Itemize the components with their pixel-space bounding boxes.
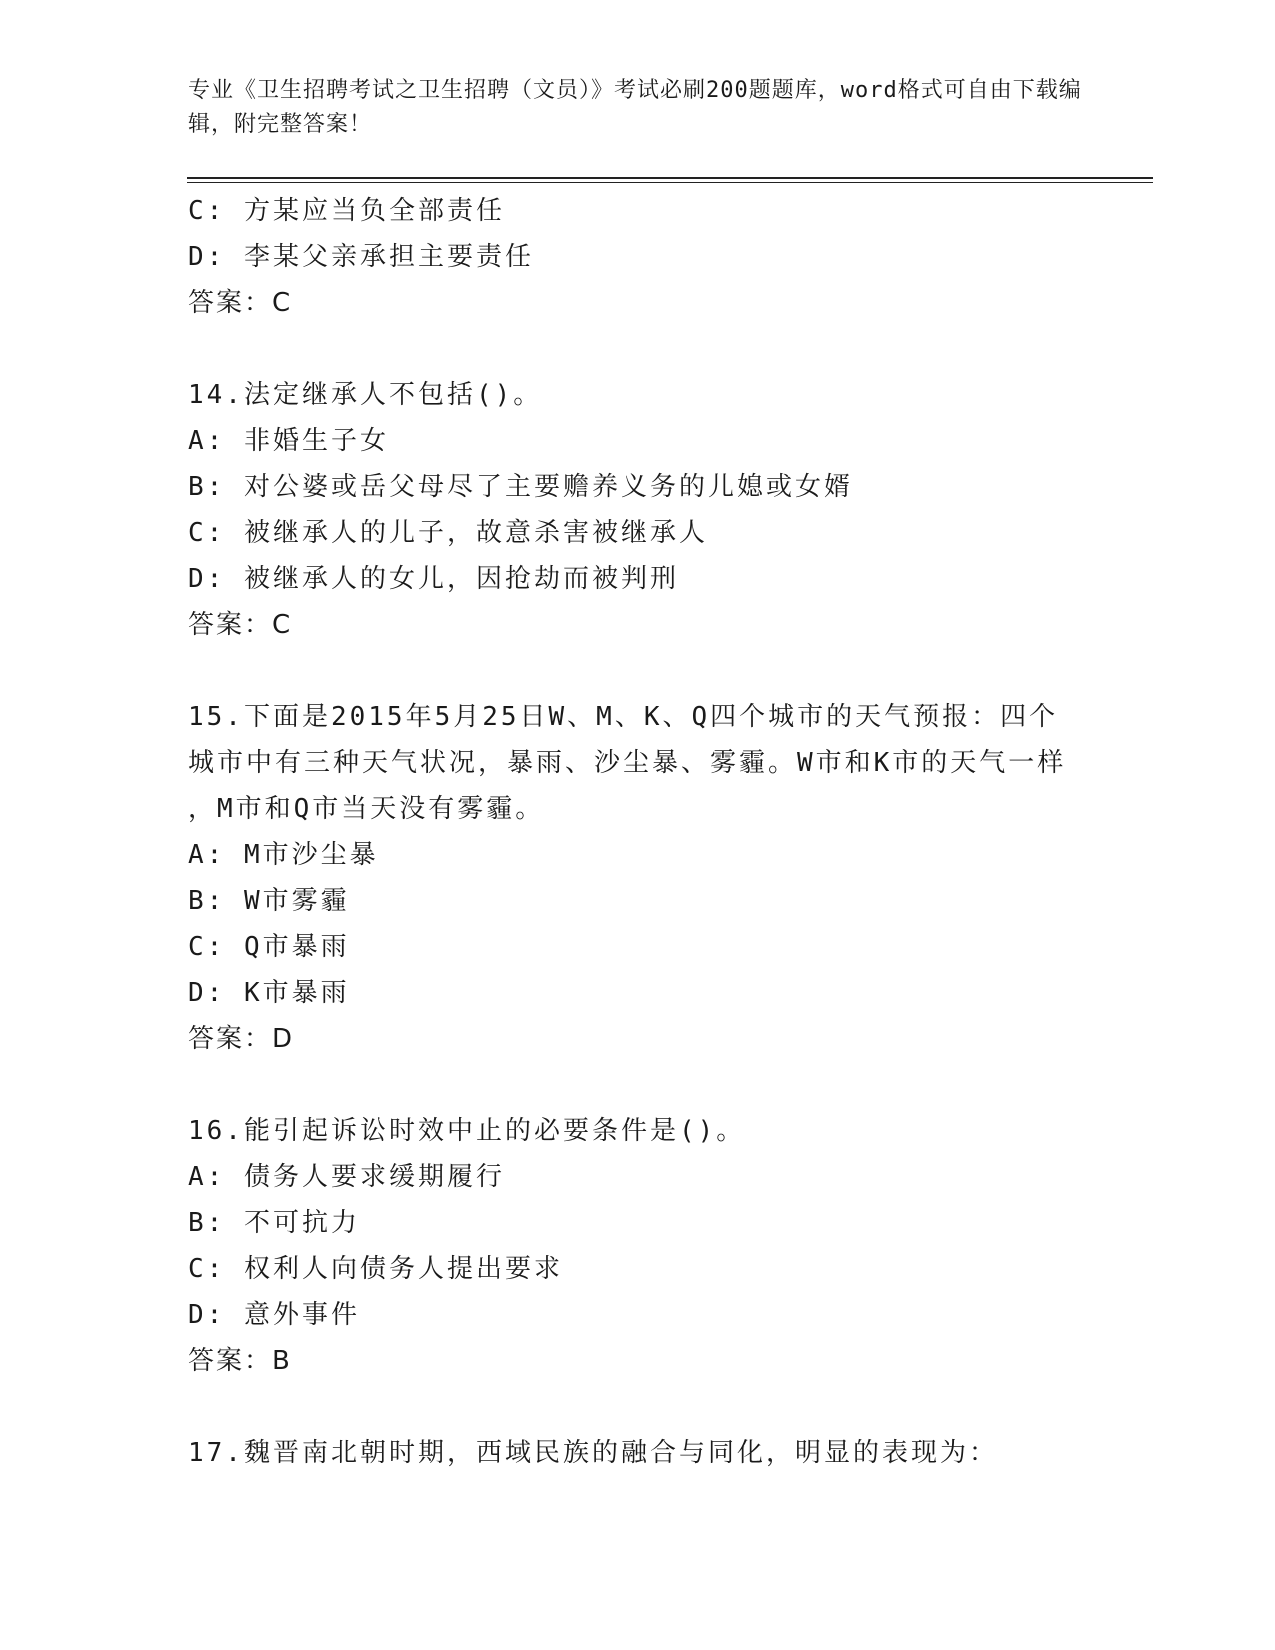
question-content	[188, 188, 1088, 1476]
option-a: A: 非婚生子女	[188, 426, 389, 456]
option-d: D: K市暴雨	[188, 978, 350, 1008]
header-divider-thin	[187, 182, 1153, 183]
spacer	[188, 1062, 1088, 1108]
option-c: C: 权利人向债务人提出要求	[188, 1254, 563, 1284]
question-stem-line: 城市中有三种天气状况，暴雨、沙尘暴、雾霾。W市和K市的天气一样	[188, 748, 1067, 778]
option-a: A: 债务人要求缓期履行	[188, 1162, 505, 1192]
question-stem: 16.能引起诉讼时效中止的必要条件是()。	[188, 1116, 746, 1146]
option-b: B: 不可抗力	[188, 1208, 360, 1238]
option-b: B: W市雾霾	[188, 886, 350, 916]
answer-line: 答案：B	[188, 1346, 292, 1376]
answer-line: 答案：C	[188, 288, 293, 318]
question-stem-line: ，M市和Q市当天没有雾霾。	[188, 794, 545, 824]
question-stem-line: 15.下面是2015年5月25日W、M、K、Q四个城市的天气预报：四个	[188, 702, 1059, 732]
option-c: C: 被继承人的儿子，故意杀害被继承人	[188, 518, 708, 548]
spacer	[188, 326, 1088, 372]
option-a: A: M市沙尘暴	[188, 840, 379, 870]
spacer	[188, 1384, 1088, 1430]
option-c: C: 方某应当负全部责任	[188, 196, 505, 226]
header-divider	[187, 177, 1153, 179]
answer-line: 答案：C	[188, 610, 293, 640]
question-stem: 14.法定继承人不包括()。	[188, 380, 543, 410]
answer-line: 答案：D	[188, 1024, 295, 1054]
spacer	[188, 648, 1088, 694]
question-stem: 17.魏晋南北朝时期，西域民族的融合与同化，明显的表现为：	[188, 1438, 998, 1468]
option-d: D: 意外事件	[188, 1300, 360, 1330]
option-b: B: 对公婆或岳父母尽了主要赡养义务的儿媳或女婿	[188, 472, 853, 502]
document-header: 专业《卫生招聘考试之卫生招聘（文员）》考试必刷200题题库，word格式可自由下载编辑，附完整答案！	[188, 78, 1082, 137]
option-d: D: 被继承人的女儿，因抢劫而被判刑	[188, 564, 679, 594]
option-c: C: Q市暴雨	[188, 932, 350, 962]
option-d: D: 李某父亲承担主要责任	[188, 242, 534, 272]
